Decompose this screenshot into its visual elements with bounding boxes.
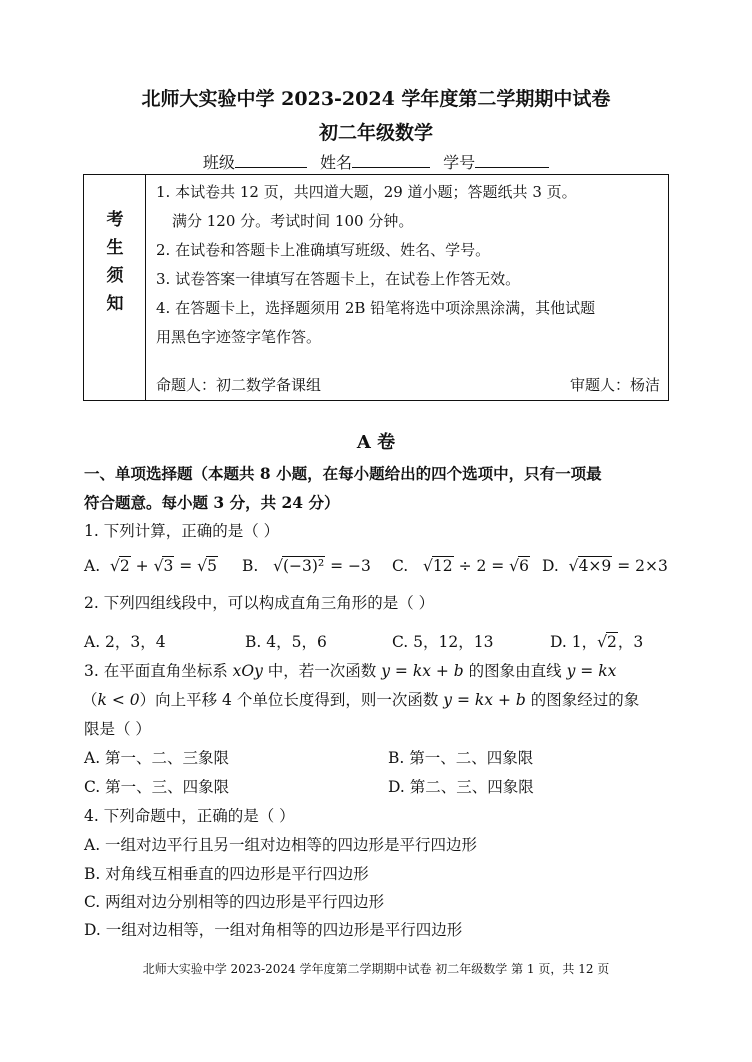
notice-line: 满分 120 分。考试时间 100 分钟。 [172,212,414,230]
class-label: 班级 [202,153,235,172]
q1-c-formula: √12 ÷ 2 = √6 [413,557,529,575]
notice-line: 4. 在答题卡上，选择题须用 2B 铅笔将选中项涂黑涂满，其他试题 [156,299,596,317]
class-blank [235,153,307,168]
setter-text: 命题人：初二数学备课组 [156,376,322,394]
student-info-fields [0,150,752,173]
q4-option-d: D. 一组对边相等，一组对角相等的四边形是平行四边形 [84,921,463,939]
q3-stem-line2 [82,688,639,710]
q2-option-b: B. 4，5，6 [245,633,327,651]
q1-option-d [542,556,668,575]
q1-b-formula: √(−3)² = −3 [263,557,371,575]
notice-side-label [84,175,146,400]
q1-option-c [392,556,530,575]
q3-stem-line3: 限是（ ） [84,720,151,738]
q3-option-c: C. 第一、三、四象限 [84,778,230,796]
q1-stem: 1. 下列计算，正确的是（ ） [84,522,280,540]
q3-math: xOy [232,662,263,680]
q4-stem: 4. 下列命题中，正确的是（ ） [84,807,295,825]
notice-content [156,178,662,352]
q3-option-d: D. 第二、三、四象限 [388,778,534,796]
notice-char: 生 [106,238,124,258]
q1-c-label: C. [392,557,409,575]
q2-option-d [550,630,643,652]
q1-d-formula: √4×9 = 2×3 [563,557,668,575]
q1-b-label: B. [242,557,259,575]
q1-d-label: D. [542,557,559,575]
notice-line: 1. 本试卷共 12 页，共四道大题，29 道小题；答题纸共 3 页。 [156,183,577,201]
q2-option-c: C. 5，12，13 [392,633,494,651]
student-id-label: 学号 [443,153,476,172]
q3-stem-line1 [84,659,616,681]
q4-option-a: A. 一组对边平行且另一组对边相等的四边形是平行四边形 [84,836,478,854]
q3-text: 3. 在平面直角坐标系 [84,662,233,680]
name-label: 姓名 [319,153,352,172]
q3-math: y = kx [566,662,617,680]
notice-char: 须 [106,266,124,286]
notice-char: 知 [106,294,124,314]
q4-option-b: B. 对角线互相垂直的四边形是平行四边形 [84,865,369,883]
notice-char: 考 [106,210,124,230]
q2-d-root: √2 [597,633,617,651]
part1-heading-cont: 符合题意。每小题 3 分，共 24 分） [84,493,340,512]
q3-text: ）向上平移 4 个单位长度得到，则一次函数 [139,691,444,709]
q1-a-formula: √2 + √3 = √5 [105,557,217,575]
q3-text: 中，若一次函数 [262,662,382,680]
q1-a-label: A. [84,557,101,575]
q3-option-b: B. 第一、二、四象限 [388,749,534,767]
exam-title: 北师大实验中学 2023-2024 学年度第二学期期中试卷 [141,88,611,110]
q2-stem: 2. 下列四组线段中，可以构成直角三角形的是（ ） [84,594,435,612]
reviewer-text: 审题人：杨洁 [569,376,660,394]
q3-text: 的图象经过的象 [525,691,640,709]
q4-option-c: C. 两组对边分别相等的四边形是平行四边形 [84,893,385,911]
exam-notice-box [83,174,669,401]
q2-d-prefix: D. 1， [550,633,598,651]
student-id-blank [475,153,549,168]
q3-math: y = kx + b [443,691,526,709]
notice-line: 用黑色字迹签字笔作答。 [156,328,322,346]
page-footer: 北师大实验中学 2023-2024 学年度第二学期期中试卷 初二年级数学 第 1 页，共 12 页 [142,962,610,976]
notice-line: 2. 在试卷和答题卡上准确填写班级、姓名、学号。 [156,241,491,259]
notice-credits [156,374,660,395]
q1-option-b [242,556,371,575]
q3-text: 的图象由直线 [463,662,567,680]
name-blank [352,153,430,168]
part1-heading: 一、单项选择题（本题共 8 小题，在每小题给出的四个选项中，只有一项最 [84,464,602,483]
section-title: A 卷 [356,432,396,453]
q2-d-suffix: ，3 [617,633,644,651]
q1-option-a [84,556,218,575]
notice-line: 3. 试卷答案一律填写在答题卡上，在试卷上作答无效。 [156,270,521,288]
exam-subtitle: 初二年级数学 [318,122,433,144]
q3-math: k < 0 [97,691,140,709]
q3-text: （ [82,691,98,709]
q2-option-a: A. 2，3，4 [84,633,166,651]
q3-math: y = kx + b [381,662,464,680]
q3-option-a: A. 第一、二、三象限 [84,749,230,767]
